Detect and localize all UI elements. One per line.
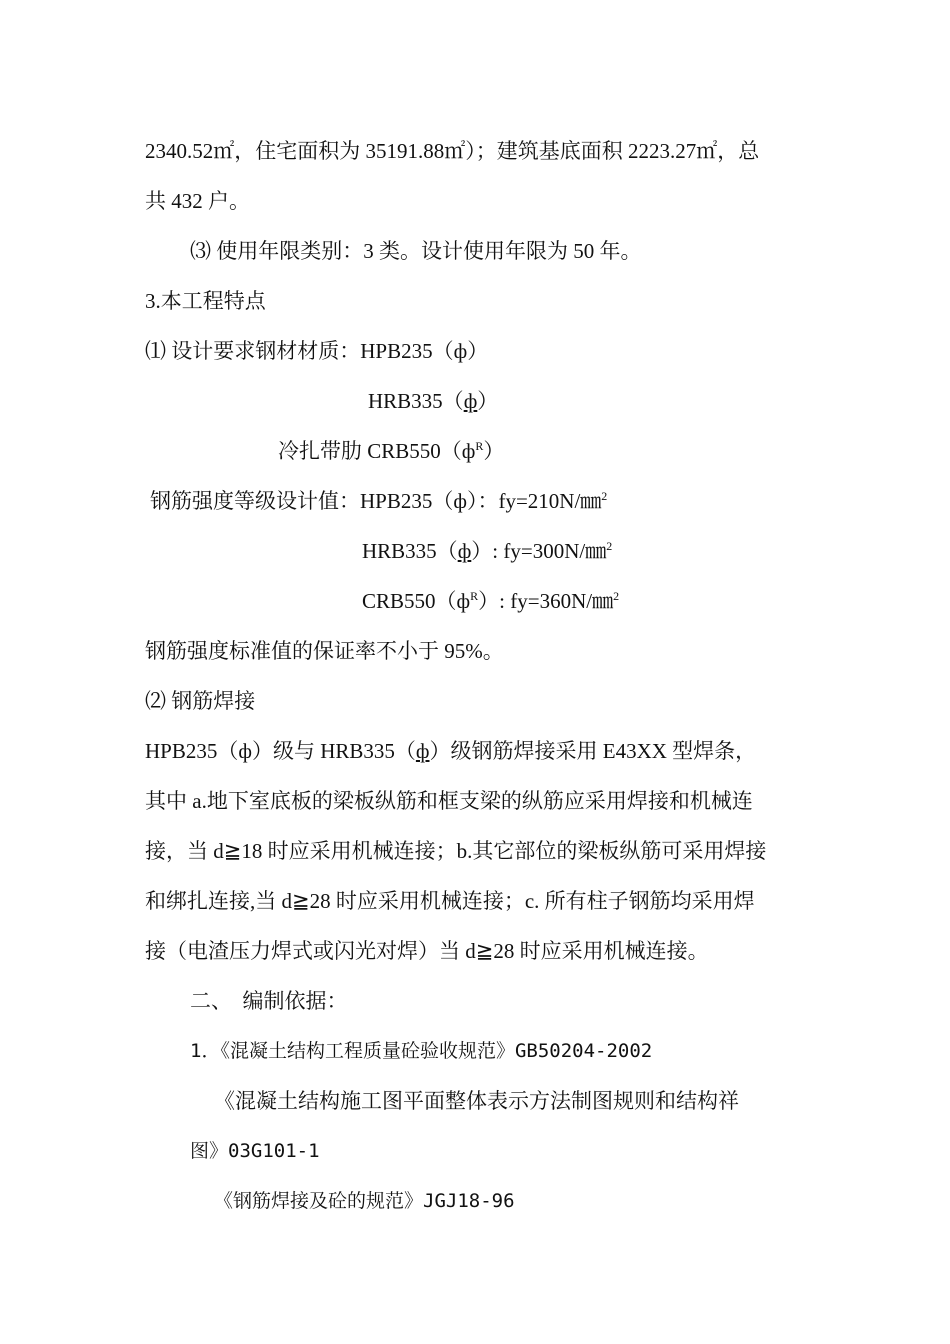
welding-rod-symbol: ф <box>415 739 430 763</box>
welding-detail-line-4: 接（电渣压力焊式或闪光对焊）当 d≧28 时应采用机械连接。 <box>145 939 709 963</box>
households-line: 共 432 户。 <box>145 189 250 213</box>
hrb335-strength-symbol: ф <box>457 539 472 563</box>
hrb335-strength-line <box>362 536 612 566</box>
crb550-strength-superscript-r: R <box>470 589 479 603</box>
crb550-strength-line <box>362 586 619 616</box>
welding-detail-line-1: 其中 a.地下室底板的梁板纵筋和框支梁的纵筋应采用焊接和机械连 <box>145 789 753 813</box>
crb550-line <box>278 436 504 466</box>
crb550-close: ） <box>483 439 505 463</box>
welding-rod-text-b: ）级钢筋焊接采用 E43XX 型焊条， <box>429 739 757 763</box>
crb550-strength-superscript: 2 <box>613 589 620 603</box>
crb550-label: 冷扎带肋 CRB550（ф <box>278 439 476 463</box>
strength-design-line <box>150 486 607 516</box>
reference-2-line-2: 图》03G101-1 <box>190 1140 320 1162</box>
hrb335-line <box>368 386 498 416</box>
reference-2-line-1: 《混凝土结构施工图平面整体表示方法制图规则和结构祥 <box>214 1089 739 1113</box>
welding-heading: ⑵ 钢筋焊接 <box>145 689 256 713</box>
crb550-superscript: R <box>475 439 484 453</box>
welding-detail-line-3: 和绑扎连接,当 d≧28 时应采用机械连接；c. 所有柱子钢筋均采用焊 <box>145 889 755 913</box>
welding-rod-line <box>145 736 756 766</box>
welding-detail-line-2: 接，当 d≧18 时应采用机械连接；b.其它部位的梁板纵筋可采用焊接 <box>145 839 767 863</box>
hrb335-symbol: ф <box>463 389 478 413</box>
crb550-strength-label: CRB550（ф <box>362 589 471 613</box>
reference-3: 《钢筋焊接及砼的规范》JGJ18-96 <box>214 1190 515 1212</box>
strength-design-text: 钢筋强度等级设计值：HPB235（ф）：fy=210N/㎜ <box>150 489 602 513</box>
hrb335-strength-value: ）: fy=300N/㎜ <box>471 539 607 563</box>
steel-material-line: ⑴ 设计要求钢材材质：HPB235（ф） <box>145 339 489 363</box>
hrb335-label: HRB335（ <box>368 389 464 413</box>
crb550-strength-value: ）: fy=360N/㎜ <box>478 589 614 613</box>
hrb335-strength-superscript: 2 <box>606 539 613 553</box>
strength-design-superscript: 2 <box>601 489 608 503</box>
hrb335-strength-label: HRB335（ <box>362 539 458 563</box>
service-life-line: ⑶ 使用年限类别：3 类。设计使用年限为 50 年。 <box>190 239 642 263</box>
section-heading-features: 3.本工程特点 <box>145 289 266 313</box>
area-statistics-line: 2340.52㎡，住宅面积为 35191.88㎡）；建筑基底面积 2223.27㎡，总 <box>145 139 760 163</box>
reference-1: 1．《混凝土结构工程质量砼验收规范》GB50204-2002 <box>190 1040 653 1062</box>
welding-rod-text-a: HPB235（ф）级与 HRB335（ <box>145 739 416 763</box>
hrb335-close: ） <box>477 389 499 413</box>
guarantee-rate-line: 钢筋强度标准值的保证率不小于 95%。 <box>145 639 504 663</box>
basis-heading: 二、 编制依据： <box>190 989 348 1013</box>
